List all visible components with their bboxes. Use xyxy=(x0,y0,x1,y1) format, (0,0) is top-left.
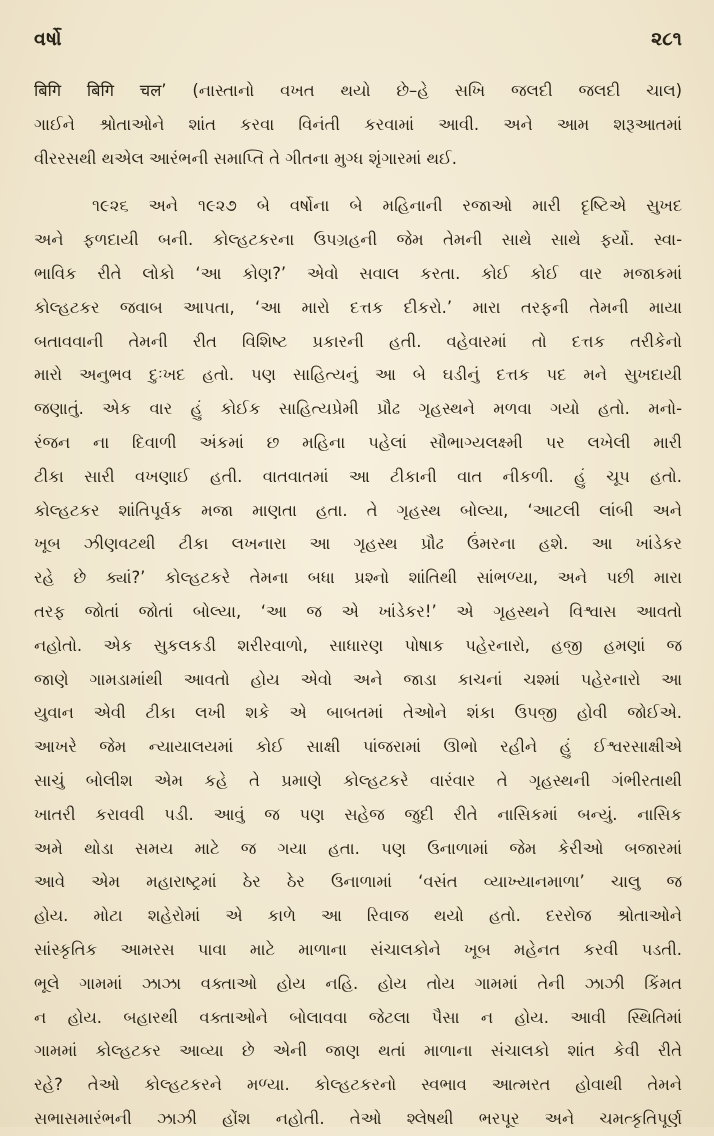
text-line: ટીકા સારી વખણાઈ હતી. વાતવાતમાં આ ટીકાની વાત નીકળી. હું ચૂપ હતો. xyxy=(34,466,682,486)
text-line: ૧૯૨૬ અને ૧૯૨૭ બે વર્ષોના બે મહિનાની રજાઓ મારી દૃષ્ટિએ સુખદ xyxy=(92,196,682,216)
text-line: રહે? તેઓ કોલ્હટકરને મળ્યા. કોલ્હટકરનો સ્વભાવ આત્મરત હોવાથી તેમને xyxy=(34,1075,682,1095)
body-text xyxy=(34,74,682,1136)
text-line: સાચું બોલીશ એમ કહે તે પ્રમાણે કોલ્હટકરે વારંવાર તે ગૃહસ્થની ગંભીરતાથી xyxy=(34,770,682,790)
text-line: તરફ જોતાં જોતાં બોલ્યા, ‘આ જ એ ખાંડેકર!’ એ ગૃહસ્થને વિશ્વાસ આવતો xyxy=(34,601,682,621)
text-line: ભૂલે ગામમાં ઝાઝા વક્તાઓ હોય નહિ. હોય તોય ગામમાં તેની ઝાઝી કિંમત xyxy=(34,973,682,993)
text-line: અને ફળદાયી બની. કોલ્હટકરના ઉપગ્રહની જેમ તેમની સાથે સાથે ફર્યો. સ્વા- xyxy=(34,230,682,250)
paragraph-2 xyxy=(34,189,682,1135)
text-line: રહે છે ક્યાં?’ કોલ્હટકરે તેમના બધા પ્રશ્નો શાંતિથી સાંભળ્યા, અને પછી મારા xyxy=(34,568,682,588)
text-line: જણાતું. એક વાર હું કોઈક સાહિત્યપ્રેમી પ્રૌઢ ગૃહસ્થને મળવા ગયો હતો. મનો- xyxy=(34,399,682,419)
running-head: વર્ષો xyxy=(34,28,63,50)
text-line: બતાવવાની તેમની રીત વિશિષ્ટ પ્રકારની હતી. વહેવારમાં તો દત્તક તરીકેનો xyxy=(34,331,682,351)
text-line: સાંસ્કૃતિક આમરસ પાવા માટે માળાના સંચાલકોને ખૂબ મહેનત કરવી પડતી. xyxy=(34,939,682,959)
text-line: યુવાન એવી ટીકા લખી શકે એ બાબતમાં તેઓને શંકા ઉપજી હોવી જોઈએ. xyxy=(34,703,682,723)
text-line: હોય. મોટા શહેરોમાં એ કાળે આ રિવાજ થયો હતો. દરરોજ શ્રોતાઓને xyxy=(34,906,682,926)
text-line: અમે થોડા સમય માટે જ ગયા હતા. પણ ઉનાળામાં જેમ કેરીઓ બજારમાં xyxy=(34,838,682,858)
text-line: ન હોય. બહારથી વક્તાઓને બોલાવવા જેટલા પૈસા ન હોય. આવી સ્થિતિમાં xyxy=(34,1007,682,1027)
text-line: बिगि बिगि चल’ (નાસ્તાનો વખત થયો છે–હે સખિ જલદી જલદી ચાલ) xyxy=(34,81,682,100)
text-line: ભાવિક રીતે લોકો ‘આ કોણ?’ એવો સવાલ કરતા. કોઈ કોઈ વાર મજાકમાં xyxy=(34,263,682,283)
text-line: કોલ્હટકર જવાબ આપતા, ‘આ મારો દત્તક દીકરો.’ મારા તરફની તેમની માયા xyxy=(34,297,682,317)
text-line: નહોતો. એક સુકલકડી શરીરવાળો, સાધારણ પોષાક પહેરનારો, હજી હમણાં જ xyxy=(34,635,682,655)
text-line: મારો અનુભવ દુઃખદ હતો. પણ સાહિત્યનું આ બે ઘડીનું દત્તક પદ મને સુખદાયી xyxy=(34,365,682,385)
text-line: સભાસમારંભની ઝાઝી હોંશ નહોતી. તેઓ શ્લેષથી ભરપૂર અને ચમત્કૃતિપૂર્ણ xyxy=(34,1108,682,1128)
page-header xyxy=(34,20,682,60)
paragraph-1 xyxy=(34,74,682,175)
text-line: આવે એમ મહારાષ્ટ્રમાં ઠેર ઠેર ઉનાળામાં ‘વસંત વ્યાખ્યાનમાળા’ ચાલુ જ xyxy=(34,872,682,892)
text-line: આખરે જેમ ન્યાયાલયમાં કોઈ સાક્ષી પાંજરામાં ઊભો રહીને હું ઈશ્વરસાક્ષીએ xyxy=(34,737,682,757)
text-line: ગાઈને શ્રોતાઓને શાંત કરવા વિનંતી કરવામાં આવી. અને આમ શરૂઆતમાં xyxy=(34,114,682,134)
text-line: વીરરસથી થએલ આરંભની સમાપ્તિ તે ગીતના મુગ્ધ શૃંગારમાં થઈ. xyxy=(34,148,457,168)
text-line: ગામમાં કોલ્હટકર આવ્યા છે એની જાણ થતાં માળાના સંચાલકો શાંત કેવી રીતે xyxy=(34,1041,682,1061)
page-number: ૨૮૧ xyxy=(651,28,682,50)
text-line: ખૂબ ઝીણવટથી ટીકા લખનારા આ ગૃહસ્થ પ્રૌઢ ઉંમરના હશે. આ ખાંડેકર xyxy=(34,534,682,554)
text-line: ખાતરી કરાવવી પડી. આવું જ પણ સહેજ જુદી રીતે નાસિકમાં બન્યું. નાસિક xyxy=(34,804,682,824)
text-line: કોલ્હટકર શાંતિપૂર્વક મજા માણતા હતા. તે ગૃહસ્થ બોલ્યા, ‘આટલી લાંબી અને xyxy=(34,500,682,520)
text-line: જાણે ગામડામાંથી આવતો હોય એવો અને જાડા કાચનાં ચશ્માં પહેરનારો આ xyxy=(34,669,682,689)
text-line: રંજન ના દિવાળી અંકમાં છ મહિના પહેલાં સૌભાગ્યલક્ષ્મી પર લખેલી મારી xyxy=(34,432,682,452)
